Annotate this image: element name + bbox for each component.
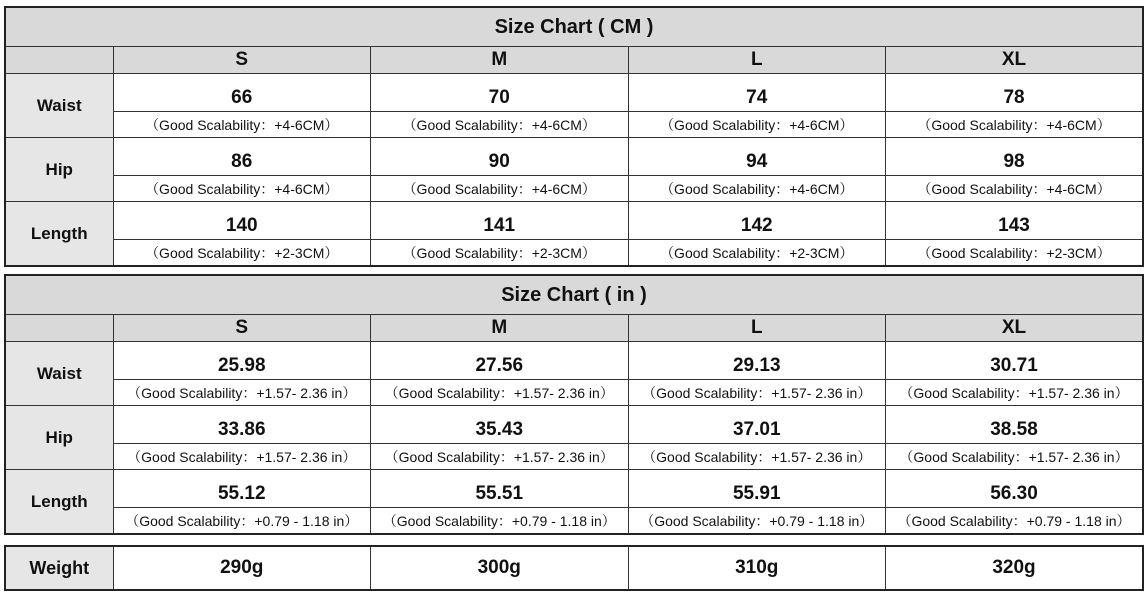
scalability-note: （Good Scalability：+1.57- 2.36 in） (628, 380, 886, 406)
value-cell: 70 (371, 74, 629, 112)
scalability-note: （Good Scalability：+0.79 - 1.18 in） (113, 508, 371, 535)
row-label-length: Length (5, 470, 113, 535)
value-cell: 35.43 (371, 406, 629, 444)
scalability-note: （Good Scalability：+0.79 - 1.18 in） (628, 508, 886, 535)
row-label-weight: Weight (5, 546, 113, 590)
value-cell: 143 (886, 202, 1144, 240)
size-header-s: S (113, 47, 371, 74)
row-label-hip: Hip (5, 406, 113, 470)
value-cell: 140 (113, 202, 371, 240)
scalability-note: （Good Scalability：+4-6CM） (628, 112, 886, 138)
row-label-length: Length (5, 202, 113, 267)
scalability-note: （Good Scalability：+1.57- 2.36 in） (371, 380, 629, 406)
value-cell: 94 (628, 138, 886, 176)
weight-value: 320g (886, 546, 1144, 590)
value-cell: 29.13 (628, 342, 886, 380)
chart-title: Size Chart ( CM ) (5, 7, 1143, 47)
scalability-note: （Good Scalability：+4-6CM） (886, 176, 1144, 202)
value-cell: 33.86 (113, 406, 371, 444)
value-cell: 74 (628, 74, 886, 112)
corner-cell (5, 315, 113, 342)
value-cell: 55.51 (371, 470, 629, 508)
corner-cell (5, 47, 113, 74)
value-cell: 38.58 (886, 406, 1144, 444)
scalability-note: （Good Scalability：+1.57- 2.36 in） (113, 444, 371, 470)
value-cell: 90 (371, 138, 629, 176)
scalability-note: （Good Scalability：+1.57- 2.36 in） (371, 444, 629, 470)
scalability-note: （Good Scalability：+4-6CM） (886, 112, 1144, 138)
size-header-xl: XL (886, 315, 1144, 342)
scalability-note: （Good Scalability：+2-3CM） (113, 240, 371, 267)
value-cell: 27.56 (371, 342, 629, 380)
scalability-note: （Good Scalability：+4-6CM） (371, 112, 629, 138)
value-cell: 56.30 (886, 470, 1144, 508)
scalability-note: （Good Scalability：+1.57- 2.36 in） (886, 380, 1144, 406)
scalability-note: （Good Scalability：+2-3CM） (886, 240, 1144, 267)
scalability-note: （Good Scalability：+1.57- 2.36 in） (628, 444, 886, 470)
value-cell: 55.91 (628, 470, 886, 508)
row-label-waist: Waist (5, 74, 113, 138)
scalability-note: （Good Scalability：+4-6CM） (113, 176, 371, 202)
value-cell: 78 (886, 74, 1144, 112)
value-cell: 30.71 (886, 342, 1144, 380)
value-cell: 86 (113, 138, 371, 176)
value-cell: 98 (886, 138, 1144, 176)
scalability-note: （Good Scalability：+2-3CM） (628, 240, 886, 267)
value-cell: 55.12 (113, 470, 371, 508)
scalability-note: （Good Scalability：+0.79 - 1.18 in） (371, 508, 629, 535)
scalability-note: （Good Scalability：+1.57- 2.36 in） (113, 380, 371, 406)
weight-table (4, 545, 1144, 591)
scalability-note: （Good Scalability：+4-6CM） (371, 176, 629, 202)
weight-value: 290g (113, 546, 371, 590)
scalability-note: （Good Scalability：+0.79 - 1.18 in） (886, 508, 1144, 535)
size-header-l: L (628, 315, 886, 342)
value-cell: 37.01 (628, 406, 886, 444)
value-cell: 66 (113, 74, 371, 112)
value-cell: 142 (628, 202, 886, 240)
weight-value: 310g (628, 546, 886, 590)
size-header-xl: XL (886, 47, 1144, 74)
size-header-l: L (628, 47, 886, 74)
size-chart-cm (4, 6, 1144, 267)
row-label-waist: Waist (5, 342, 113, 406)
scalability-note: （Good Scalability：+4-6CM） (113, 112, 371, 138)
size-header-m: M (371, 315, 629, 342)
scalability-note: （Good Scalability：+1.57- 2.36 in） (886, 444, 1144, 470)
scalability-note: （Good Scalability：+2-3CM） (371, 240, 629, 267)
row-label-hip: Hip (5, 138, 113, 202)
weight-value: 300g (371, 546, 629, 590)
size-chart-inches (4, 274, 1144, 535)
value-cell: 141 (371, 202, 629, 240)
size-header-m: M (371, 47, 629, 74)
value-cell: 25.98 (113, 342, 371, 380)
chart-title: Size Chart ( in ) (5, 275, 1143, 315)
size-header-s: S (113, 315, 371, 342)
scalability-note: （Good Scalability：+4-6CM） (628, 176, 886, 202)
